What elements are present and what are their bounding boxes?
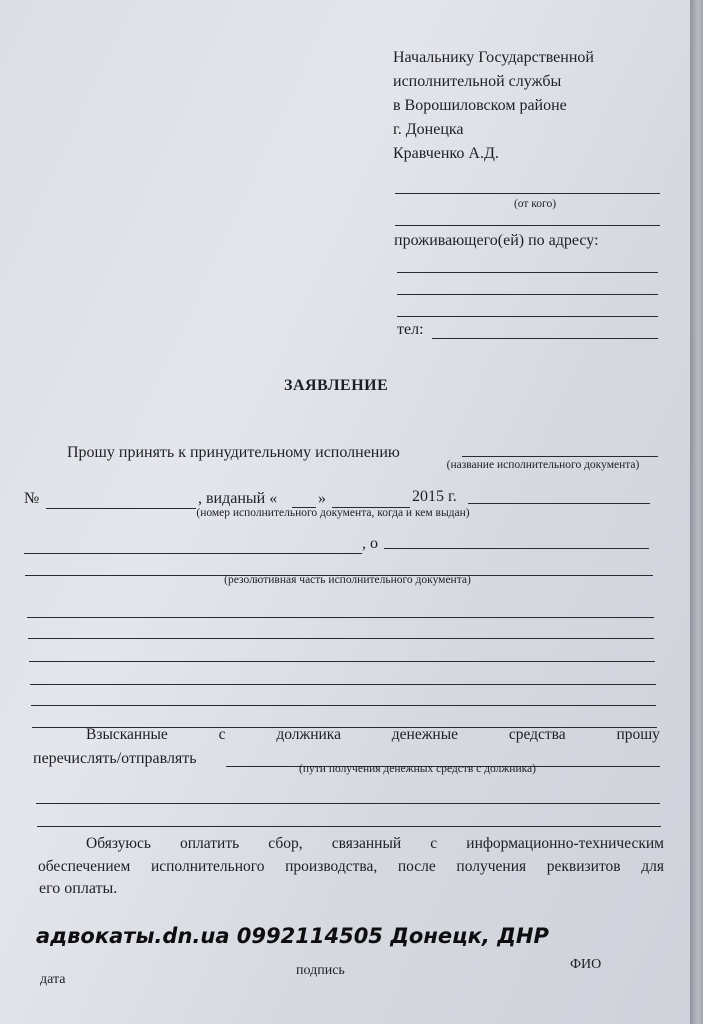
funds-caption: (пути получения денежных средств с должника) — [299, 763, 536, 775]
funds-word: с — [218, 726, 226, 743]
operative-field-4[interactable] — [29, 661, 655, 662]
document-title: ЗАЯВЛЕНИЕ — [284, 377, 389, 394]
obligation-line-1 — [86, 833, 664, 855]
addressee-line: Кравченко А.Д. — [393, 145, 499, 162]
paper-edge — [690, 0, 703, 1024]
addressee-line: г. Донецка — [393, 121, 464, 138]
address-field-3[interactable] — [397, 316, 658, 317]
funds-route-field-2[interactable] — [36, 803, 660, 804]
obligation-word: связанный — [331, 835, 402, 852]
operative-field-2[interactable] — [27, 617, 654, 618]
date-label: дата — [40, 972, 66, 987]
about-text: , о — [362, 535, 378, 552]
debtor-field[interactable] — [24, 553, 362, 554]
operative-caption: (резолютивная часть исполнительного документа) — [224, 574, 471, 586]
doc-name-field[interactable] — [462, 456, 658, 457]
subject-field[interactable] — [384, 548, 649, 549]
operative-field-3[interactable] — [28, 638, 654, 639]
obligation-word: информационно-техническим — [466, 835, 664, 852]
operative-field-6[interactable] — [31, 705, 656, 706]
obligation-word: Обязуюсь — [86, 835, 151, 852]
obligation-word: после — [397, 858, 436, 875]
funds-word: денежные — [391, 726, 459, 743]
funds-word: Взысканные — [86, 726, 168, 743]
phone-field[interactable] — [432, 338, 658, 339]
funds-word: средства — [508, 726, 566, 743]
operative-field-5[interactable] — [30, 684, 656, 685]
from-field[interactable] — [395, 193, 660, 194]
funds-line-1 — [86, 724, 660, 746]
obligation-line-3: его оплаты. — [39, 880, 118, 897]
phone-label: тел: — [397, 321, 424, 338]
addressee-line: Начальнику Государственной — [393, 49, 594, 66]
year-text: 2015 г. — [412, 488, 457, 505]
issued-text: , виданый « — [198, 490, 278, 507]
funds-route-field-3[interactable] — [37, 826, 661, 827]
obligation-word: производства, — [285, 858, 378, 875]
addressee-line: в Ворошиловском районе — [393, 97, 567, 114]
address-field-1[interactable] — [397, 272, 658, 273]
signature-label: подпись — [296, 963, 345, 978]
funds-line-2: перечислять/отправлять — [33, 750, 197, 767]
contact-watermark: адвокаты.dn.ua 0992114505 Донецк, ДНР — [36, 924, 549, 948]
obligation-line-2 — [38, 856, 664, 878]
issued-by-field[interactable] — [468, 503, 650, 504]
from-caption: (от кого) — [513, 198, 557, 210]
doc-number-caption: (номер исполнительного документа, когда и кем выдан) — [196, 507, 470, 519]
funds-word: прошу — [616, 726, 660, 743]
number-sign: № — [24, 490, 40, 507]
funds-word: должника — [276, 726, 341, 743]
addressee-block — [393, 46, 594, 166]
request-text: Прошу принять к принудительному исполнению — [67, 444, 400, 461]
obligation-word: с — [430, 835, 438, 852]
addressee-line: исполнительной службы — [393, 73, 562, 90]
address-label: проживающего(ей) по адресу: — [394, 232, 599, 249]
obligation-word: обеспечением — [38, 858, 131, 875]
quote-close: » — [318, 490, 326, 507]
full-name-label: ФИО — [570, 957, 602, 972]
from-field-2[interactable] — [395, 225, 660, 226]
obligation-word: для — [641, 858, 664, 875]
obligation-word: исполнительного — [150, 858, 265, 875]
doc-name-caption: (название исполнительного документа) — [446, 459, 640, 471]
obligation-word: оплатить — [180, 835, 240, 852]
obligation-word: сбор, — [268, 835, 303, 852]
address-field-2[interactable] — [397, 294, 658, 295]
obligation-word: реквизитов — [546, 858, 621, 875]
obligation-word: получения — [456, 858, 527, 875]
